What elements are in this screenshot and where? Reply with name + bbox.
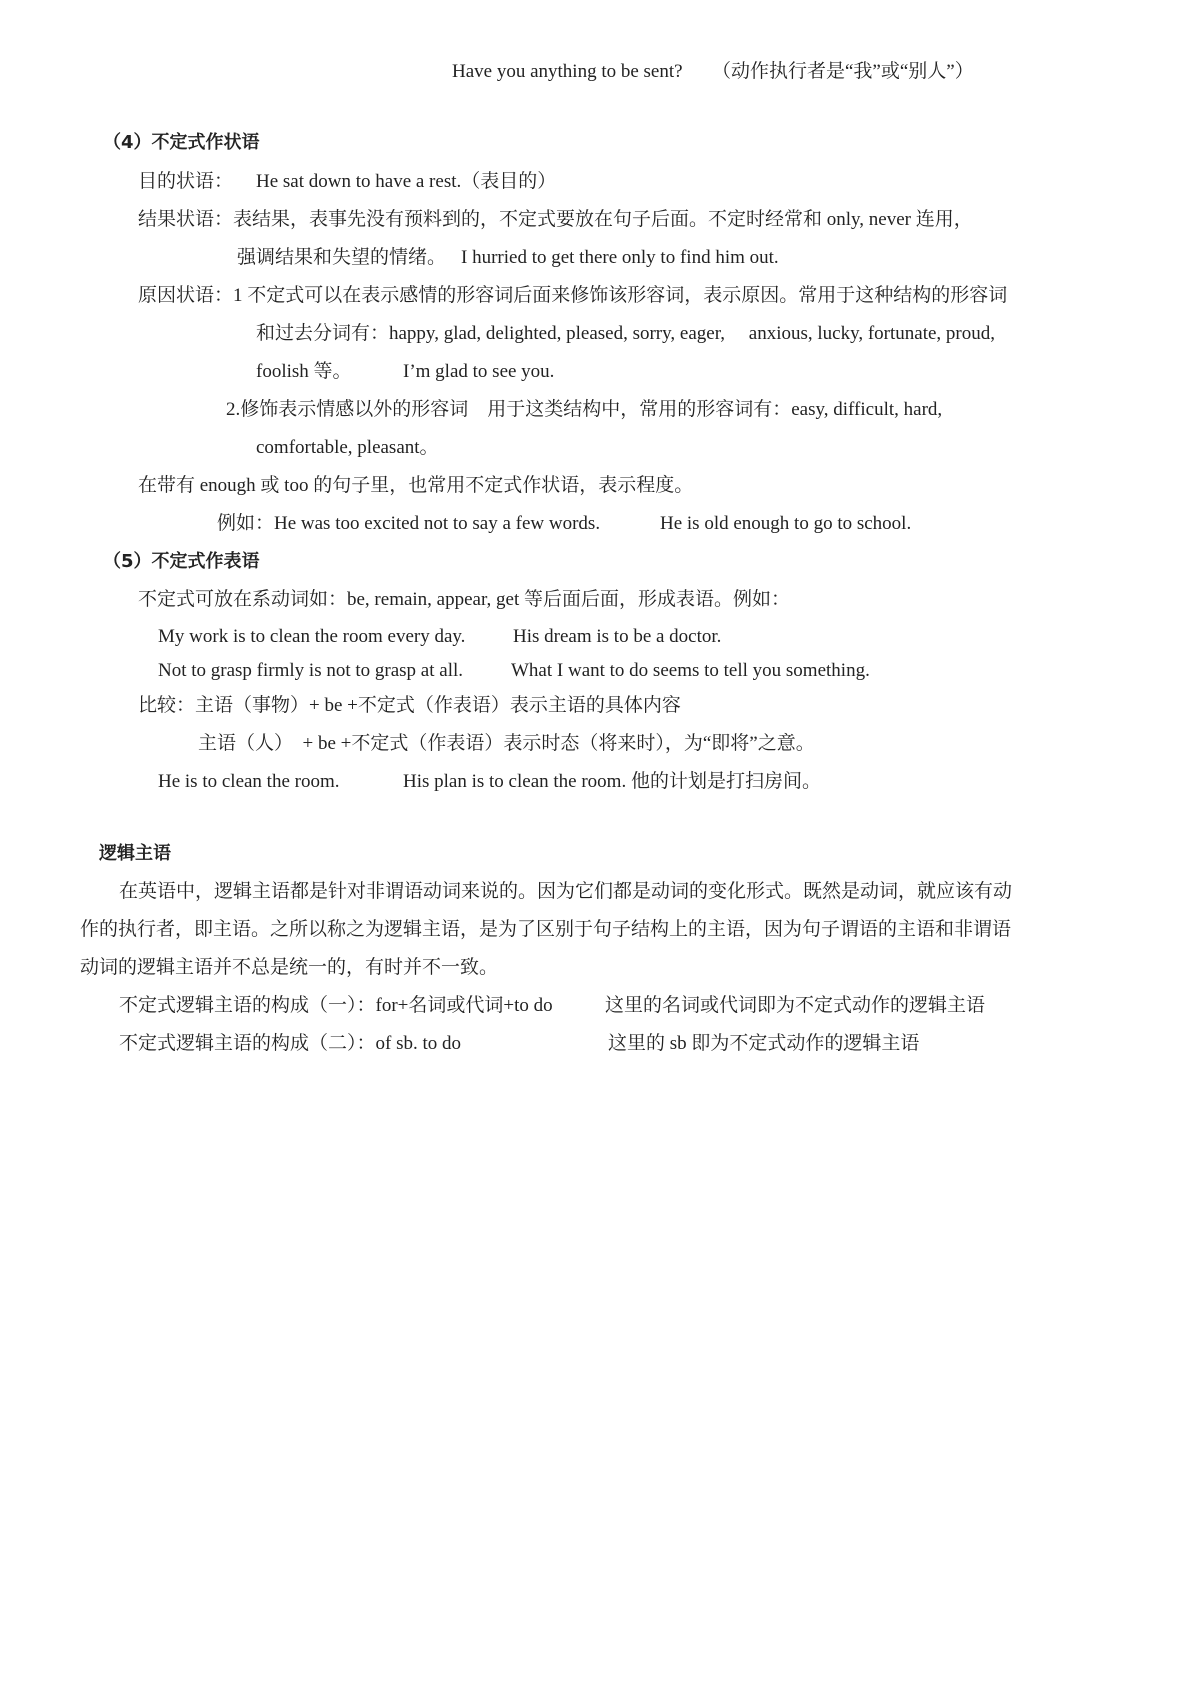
degree-text: 在带有 enough 或 too 的句子里，也常用不定式作状语，表示程度。 bbox=[138, 475, 694, 496]
result-example: I hurried to get there only to find him out. bbox=[461, 247, 779, 268]
logic-paragraph-line2: 作的执行者，即主语。之所以称之为逻辑主语，是为了区别于句子结构上的主语，因为句子谓语的主语和非谓语 bbox=[80, 919, 1012, 940]
reason2-text-line2: comfortable, pleasant。 bbox=[256, 437, 439, 458]
example-sentence: Have you anything to be sent? bbox=[452, 61, 683, 82]
predicative-example-1b: His dream is to be a doctor. bbox=[513, 626, 722, 647]
result-text-line1: 结果状语：表结果，表事先没有预料到的，不定式要放在句子后面。不定时经常和 only, never 连用， bbox=[138, 209, 973, 230]
result-text-line2: 强调结果和失望的情绪。 bbox=[237, 247, 447, 268]
logic-form-2: 不定式逻辑主语的构成（二）：of sb. to do bbox=[119, 1033, 462, 1054]
comparison-line-2: 主语（人） + be +不定式（作表语）表示时态（将来时），为“即将”之意。 bbox=[198, 733, 815, 754]
predicative-example-1a: My work is to clean the room every day. bbox=[158, 626, 466, 647]
section-5-heading: （5）不定式作表语 bbox=[103, 551, 260, 572]
logic-paragraph-line1: 在英语中，逻辑主语都是针对非谓语动词来说的。因为它们都是动词的变化形式。既然是动词，就应该有动 bbox=[119, 881, 1013, 902]
predicative-example-3a: He is to clean the room. bbox=[158, 771, 340, 792]
degree-example-2: He is old enough to go to school. bbox=[660, 513, 912, 534]
section-4-heading: （4）不定式作状语 bbox=[103, 132, 260, 153]
logic-form-2-note: 这里的 sb 即为不定式动作的逻辑主语 bbox=[608, 1033, 920, 1054]
reason-text-line2: 和过去分词有：happy, glad, delighted, pleased, sorry, eager, anxious, lucky, fortunate, proud, bbox=[256, 323, 996, 344]
predicative-intro: 不定式可放在系动词如：be, remain, appear, get 等后面后面，形成表语。例如： bbox=[138, 589, 791, 610]
reason-text-line3: foolish 等。 bbox=[256, 361, 352, 382]
example-note: （动作执行者是“我”或“别人”） bbox=[712, 61, 974, 82]
predicative-example-2b: What I want to do seems to tell you something. bbox=[511, 660, 870, 681]
logic-paragraph-line3: 动词的逻辑主语并不总是统一的，有时并不一致。 bbox=[80, 957, 499, 978]
degree-example-1: 例如：He was too excited not to say a few words. bbox=[217, 513, 601, 534]
logic-form-1-note: 这里的名词或代词即为不定式动作的逻辑主语 bbox=[605, 995, 986, 1016]
comparison-line-1: 比较：主语（事物）+ be +不定式（作表语）表示主语的具体内容 bbox=[138, 695, 681, 716]
predicative-example-2a: Not to grasp firmly is not to grasp at all. bbox=[158, 660, 464, 681]
logic-form-1: 不定式逻辑主语的构成（一）：for+名词或代词+to do bbox=[119, 995, 553, 1016]
reason-text-line1: 原因状语：1 不定式可以在表示感情的形容词后面来修饰该形容词，表示原因。常用于这种结构的形容词 bbox=[138, 285, 1008, 306]
purpose-example: He sat down to have a rest.（表目的） bbox=[256, 171, 557, 192]
logic-subject-heading: 逻辑主语 bbox=[99, 843, 171, 864]
reason2-text-line1: 2.修饰表示情感以外的形容词 用于这类结构中，常用的形容词有：easy, difficult, hard, bbox=[226, 399, 943, 420]
reason-example: I’m glad to see you. bbox=[403, 361, 555, 382]
purpose-label: 目的状语： bbox=[138, 171, 234, 192]
predicative-example-3b: His plan is to clean the room. 他的计划是打扫房间。 bbox=[403, 771, 821, 792]
